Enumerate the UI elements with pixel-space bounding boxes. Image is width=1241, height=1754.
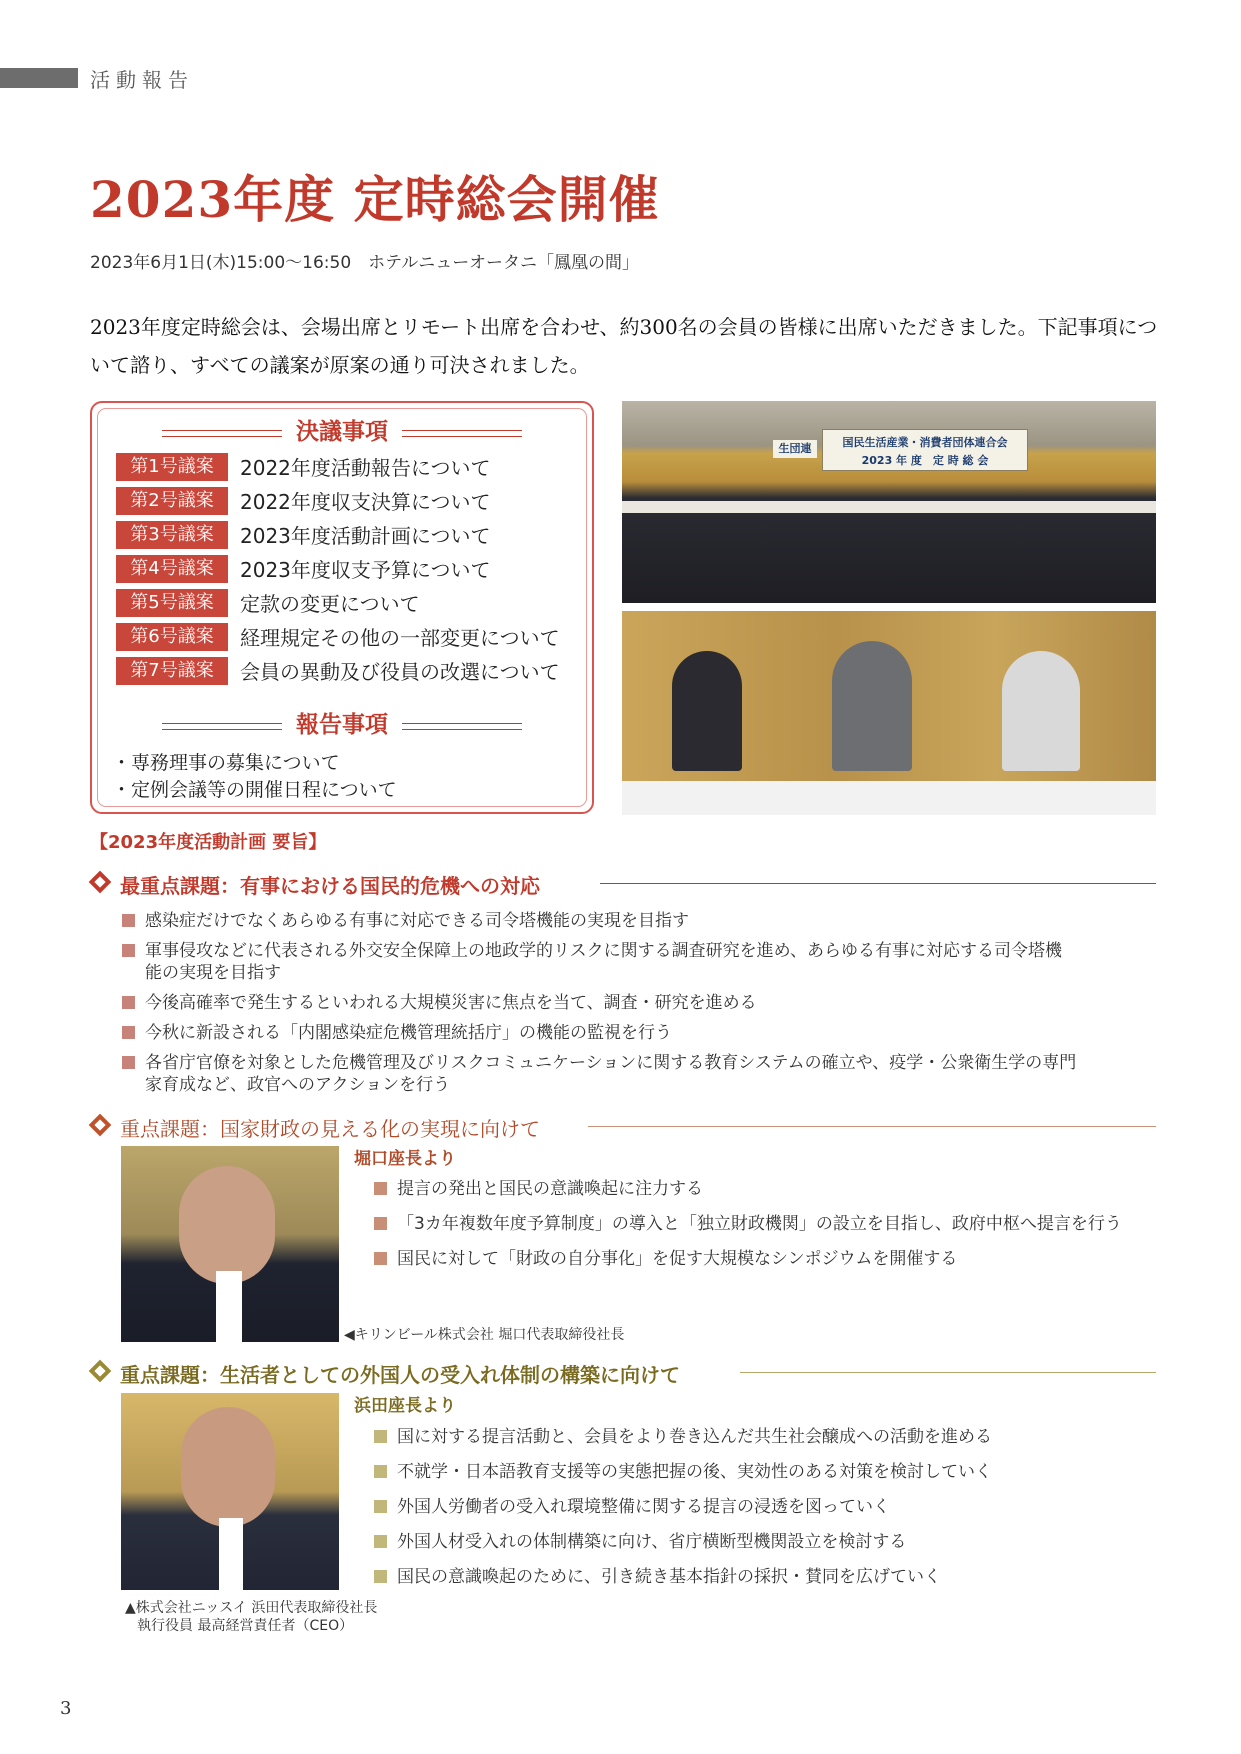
topic-label: 重点課題：国家財政の見える化の実現に向けて [120, 1117, 540, 1141]
bullet-continuation: 家育成など、政官へのアクションを行う [145, 1075, 451, 1095]
banner-line2: 2023 年 度 定 時 総 会 [861, 454, 989, 467]
header-bar [0, 68, 78, 88]
report-item: ・定例会議等の開催日程について [112, 779, 397, 801]
bullet-item: 感染症だけでなくあらゆる有事に対応できる司令塔機能の実現を目指す [122, 906, 689, 931]
reports-heading: 報告事項 [92, 706, 592, 739]
plan-heading: 【2023年度活動計画 要旨】 [90, 832, 327, 853]
bullet-item: 外国人労働者の受入れ環境整備に関する提言の浸透を図っていく [374, 1492, 890, 1517]
topic-label: 最重点課題：有事における国民的危機への対応 [120, 874, 540, 898]
topic-1 [90, 870, 1156, 896]
page-number: 3 [60, 1698, 72, 1719]
logo: 生団連 [773, 440, 817, 458]
page-title: 2023年度 定時総会開催 [90, 170, 660, 229]
agenda-item: 第4号議案 2023年度収支予算について [116, 554, 491, 584]
bullet-item: 軍事侵攻などに代表される外交安全保障上の地政学的リスクに関する調査研究を進め、あらゆる有事に対応する司令塔機 [122, 936, 1062, 961]
agenda-item: 第6号議案 経理規定その他の一部変更について [116, 622, 560, 652]
banner-line1: 国民生活産業・消費者団体連合会 [842, 436, 1008, 449]
podium-photo [622, 611, 1156, 815]
bullet-item: 不就学・日本語教育支援等の実態把握の後、実効性のある対策を検討していく [374, 1457, 992, 1482]
topic-2 [90, 1113, 1156, 1139]
bullet-item: 国民に対して「財政の自分事化」を促す大規模なシンポジウムを開催する [374, 1244, 957, 1269]
agenda-item: 第1号議案 2022年度活動報告について [116, 452, 491, 482]
bullet-continuation: 能の実現を目指す [145, 963, 281, 983]
agenda-item: 第2号議案 2022年度収支決算について [116, 486, 491, 516]
agenda-item: 第5号議案 定款の変更について [116, 588, 420, 618]
diamond-icon [89, 871, 112, 894]
bullet-item: 国民の意識喚起のために、引き続き基本指針の採択・賛同を広げていく [374, 1562, 941, 1587]
hamada-photo [121, 1393, 339, 1590]
topic-3 [90, 1359, 1156, 1385]
chair-label: 浜田座長より [354, 1396, 456, 1416]
bullet-item: 今秋に新設される「内閣感染症危機管理統括庁」の機能の監視を行う [122, 1018, 672, 1043]
bullet-item: 今後高確率で発生するといわれる大規模災害に焦点を当て、調査・研究を進める [122, 988, 757, 1013]
bullet-item: 国に対する提言活動と、会員をより巻き込んだ共生社会醸成への活動を進める [374, 1422, 992, 1447]
chair-label: 堀口座長より [354, 1149, 456, 1169]
diamond-icon [89, 1114, 112, 1137]
agenda-item: 第7号議案 会員の異動及び役員の改選について [116, 656, 560, 686]
intro-paragraph: 2023年度定時総会は、会場出席とリモート出席を合わせ、約300名の会員の皆様に出席いただきました。下記事項について諮り、すべての議案が原案の通り可決されました。 [90, 315, 1158, 377]
photo-caption: 執行役員 最高経営責任者（CEO） [137, 1618, 354, 1634]
bullet-item: 「3カ年複数年度予算制度」の導入と「独立財政機関」の設立を目指し、政府中枢へ提言を行う [374, 1209, 1122, 1234]
banner [778, 429, 1028, 471]
agenda-item: 第3号議案 2023年度活動計画について [116, 520, 491, 550]
horiguchi-photo [121, 1146, 339, 1342]
agenda-box [90, 401, 594, 814]
photo-caption: ▲株式会社ニッスイ 浜田代表取締役社長 [125, 1600, 378, 1616]
hall-photo [622, 401, 1156, 603]
topic-label: 重点課題：生活者としての外国人の受入れ体制の構築に向けて [120, 1363, 680, 1387]
section-label: 活動報告 [90, 68, 194, 92]
resolutions-heading: 決議事項 [92, 413, 592, 446]
report-item: ・専務理事の募集について [112, 752, 340, 774]
photo-caption: ◀キリンビール株式会社 堀口代表取締役社長 [344, 1327, 625, 1343]
bullet-item: 提言の発出と国民の意識喚起に注力する [374, 1174, 703, 1199]
bullet-item: 各省庁官僚を対象とした危機管理及びリスクコミュニケーションに関する教育システムの確立や、疫学・公衆衛生学の専門 [122, 1048, 1076, 1073]
diamond-icon [89, 1360, 112, 1383]
bullet-item: 外国人材受入れの体制構築に向け、省庁横断型機関設立を検討する [374, 1527, 906, 1552]
date-venue: 2023年6月1日(木)15:00〜16:50 ホテルニューオータニ「鳳凰の間」 [90, 253, 639, 273]
